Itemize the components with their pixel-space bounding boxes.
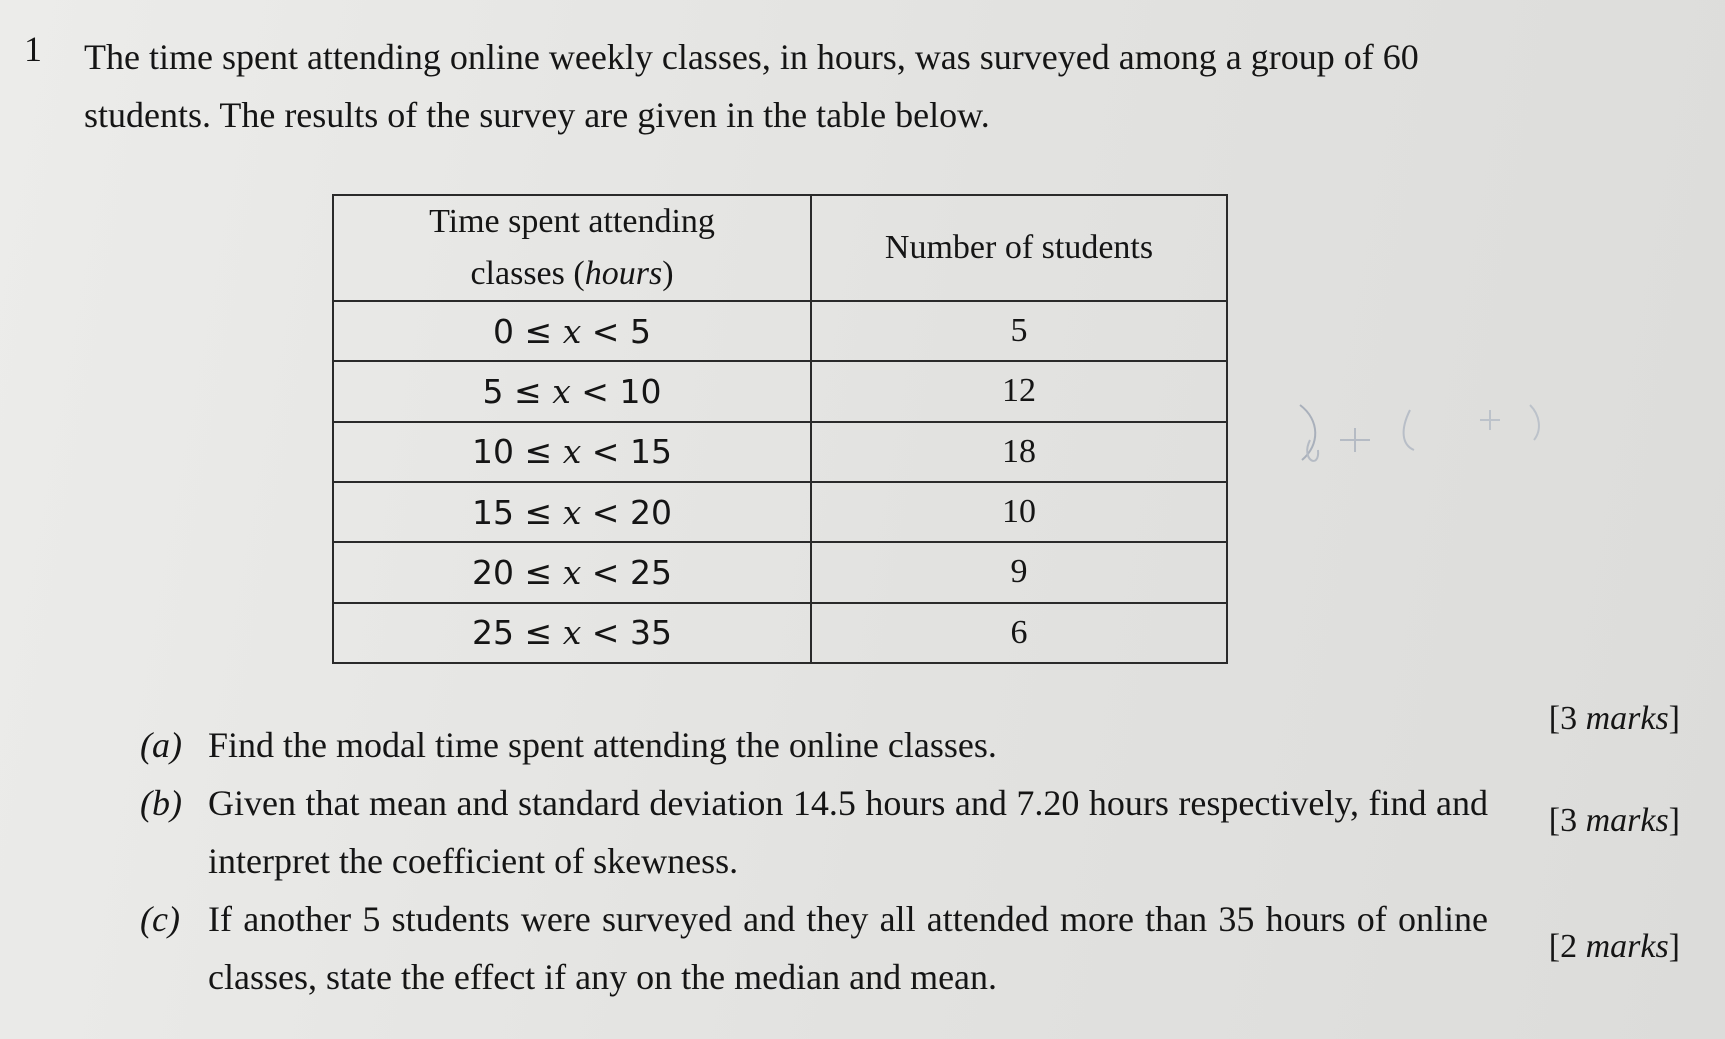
part-c-marks-word: marks: [1585, 928, 1669, 965]
leq-symbol: ≤: [514, 552, 563, 592]
variable-x: x: [562, 311, 582, 351]
header-time-spent: [333, 195, 811, 301]
part-b-text: Given that mean and standard deviation 14.5 hours and 7.20 hours respectively, find and interpret the coefficient of skewness.: [208, 783, 1488, 881]
variable-x: x: [552, 371, 571, 411]
frequency-table-grid: [332, 194, 1228, 664]
student-count-cell: 10: [811, 482, 1227, 542]
leq-symbol: ≤: [514, 311, 563, 351]
part-a-marks: [3 marks]: [1548, 700, 1680, 737]
part-c: [140, 890, 1680, 1006]
table-body: [333, 301, 1227, 663]
lt-symbol: <: [581, 613, 630, 653]
variable-x: x: [562, 552, 582, 592]
lt-symbol: <: [581, 552, 630, 592]
header-number-of-students: Number of students: [811, 195, 1227, 301]
student-count-cell: 9: [811, 542, 1227, 602]
question-intro: The time spent attending online weekly classes, in hours, was surveyed among a group of 60 students. The results of the survey are given in the table below.: [84, 37, 1419, 135]
interval-lower-bound: 25: [472, 613, 515, 653]
leq-symbol: ≤: [514, 613, 563, 653]
student-count-cell: 12: [811, 361, 1227, 421]
interval-upper-bound: 25: [629, 552, 672, 592]
student-count-cell: 18: [811, 422, 1227, 482]
interval-lower-bound: 20: [472, 552, 515, 592]
student-count-cell: 6: [811, 603, 1227, 663]
leq-symbol: ≤: [514, 432, 563, 472]
part-b-label: (b): [140, 783, 182, 823]
interval-lower-bound: 5: [482, 371, 504, 411]
header-time-line1: Time spent attending: [429, 203, 715, 240]
table-row: [333, 301, 1227, 361]
part-a: [140, 700, 1680, 774]
table-row: [333, 422, 1227, 482]
table-row: [333, 361, 1227, 421]
student-count-cell: 5: [811, 301, 1227, 361]
table-row: [333, 542, 1227, 602]
part-c-text: If another 5 students were surveyed and they all attended more than 35 hours of online classes, state the effect if any on the median and mean.: [208, 899, 1488, 997]
question-number: 1: [24, 29, 42, 69]
part-b: [140, 774, 1680, 890]
interval-upper-bound: 15: [629, 432, 672, 472]
interval-upper-bound: 5: [629, 311, 651, 351]
part-a-label: (a): [140, 725, 182, 765]
leq-symbol: ≤: [514, 492, 563, 532]
lt-symbol: <: [581, 311, 630, 351]
part-c-marks: [2 marks]: [1548, 928, 1680, 965]
part-c-marks-num: 2: [1560, 928, 1578, 965]
part-b-marks-word: marks: [1585, 802, 1669, 839]
variable-x: x: [562, 613, 582, 653]
lt-symbol: <: [581, 492, 630, 532]
interval-upper-bound: 10: [619, 371, 662, 411]
part-a-text: Find the modal time spent attending the online classes.: [208, 725, 997, 765]
part-b-marks: [3 marks]: [1548, 802, 1680, 839]
time-interval-cell: [333, 603, 811, 663]
question-parts: [140, 690, 1680, 1006]
leq-symbol: ≤: [503, 371, 553, 411]
pen-marks-decoration: [1290, 400, 1590, 490]
time-interval-cell: [333, 361, 811, 421]
lt-symbol: <: [570, 371, 620, 411]
lt-symbol: <: [581, 432, 630, 472]
part-a-marks-word: marks: [1585, 700, 1669, 737]
part-c-label: (c): [140, 899, 180, 939]
time-interval-cell: [333, 422, 811, 482]
variable-x: x: [562, 432, 582, 472]
table-header-row: [333, 195, 1227, 301]
header-time-line2-suffix: ): [662, 255, 674, 292]
table-row: [333, 482, 1227, 542]
interval-lower-bound: 10: [472, 432, 515, 472]
interval-lower-bound: 15: [472, 492, 515, 532]
interval-lower-bound: 0: [493, 311, 515, 351]
header-time-line2-prefix: classes (: [470, 255, 585, 292]
part-a-marks-num: 3: [1560, 700, 1578, 737]
variable-x: x: [562, 492, 582, 532]
time-interval-cell: [333, 301, 811, 361]
time-interval-cell: [333, 542, 811, 602]
header-time-line2-italic: hours: [584, 255, 663, 292]
frequency-table: [332, 194, 1228, 664]
interval-upper-bound: 20: [629, 492, 672, 532]
table-row: [333, 603, 1227, 663]
interval-upper-bound: 35: [629, 613, 672, 653]
time-interval-cell: [333, 482, 811, 542]
part-b-marks-num: 3: [1560, 802, 1578, 839]
